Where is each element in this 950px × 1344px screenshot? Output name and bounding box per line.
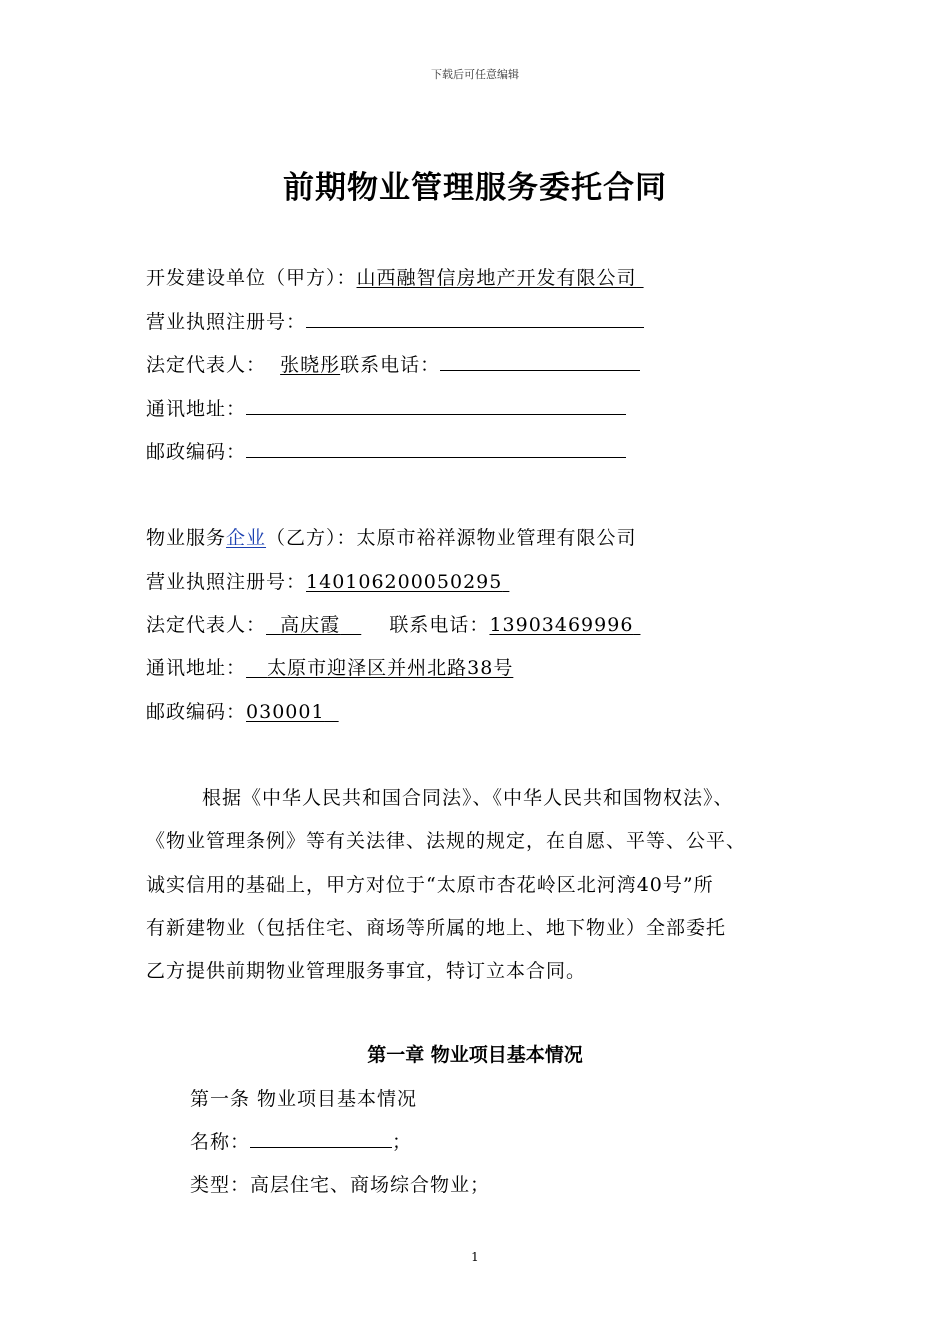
article-type-line [190,1170,490,1197]
name-label: 名称： [190,1131,251,1153]
preamble-line-2: 《物业管理条例》等有关法律、法规的规定，在自愿、平等、公平、 [146,830,747,852]
page-header: 下载后可任意编辑 [431,68,519,81]
party-b-rep-line [146,610,640,637]
party-a-phone-blank [440,350,640,371]
party-b-address-line [146,653,513,680]
type-value: 高层住宅、商场综合物业； [250,1174,491,1196]
party-a-postcode-line [146,437,626,464]
party-b-license-value: 140106200050295 [306,571,503,593]
party-a-unit-value: 山西融智信房地产开发有限公司 [356,267,637,289]
party-a-license-line [146,307,644,334]
party-a-postcode-label: 邮政编码： [146,441,247,463]
party-b-address-value: 太原市迎泽区并州北路38号 [267,657,514,679]
party-a-rep-value: 张晓彤 [280,354,341,376]
party-a-license-blank [306,307,644,328]
party-a-rep-line [146,350,640,377]
type-label: 类型： [190,1174,251,1196]
party-b-unit-label: 物业服务 [146,527,227,549]
preamble-line-1: 根据《中华人民共和国合同法》、《中华人民共和国物权法》、 [202,787,734,809]
preamble-line-3: 诚实信用的基础上，甲方对位于“太原市杏花岭区北河湾40号”所 [146,874,714,896]
page-number: 1 [471,1250,479,1264]
party-a-address-label: 通讯地址： [146,398,247,420]
party-a-unit-line [146,263,644,290]
preamble-line-4: 有新建物业（包括住宅、商场等所属的地上、地下物业）全部委托 [146,917,727,939]
party-a-address-blank [246,394,626,415]
party-a-phone-label: 联系电话： [340,354,441,376]
preamble-line-5: 乙方提供前期物业管理服务事宜，特订立本合同。 [146,960,587,982]
party-a-rep-label: 法定代表人： [146,354,267,376]
party-b-address-label: 通讯地址： [146,657,247,679]
party-b-postcode-line [146,697,339,724]
enterprise-link[interactable]: 企业 [226,527,267,549]
party-a-postcode-blank [246,437,626,458]
party-a-address-line [146,394,626,421]
party-a-unit-label: 开发建设单位（甲方）： [146,267,357,289]
party-b-unit-value: 太原市裕祥源物业管理有限公司 [356,527,637,549]
article-heading: 第一条 物业项目基本情况 [190,1088,418,1110]
chapter-title: 第一章 物业项目基本情况 [367,1044,583,1066]
party-b-phone-value: 13903469996 [489,614,634,636]
party-b-rep-value: 高庆霞 [280,614,341,636]
party-b-postcode-value: 030001 [246,701,325,723]
party-a-license-label: 营业执照注册号： [146,311,307,333]
party-b-unit-line: 物业服务企业（乙方）：太原市裕祥源物业管理有限公司 [146,527,637,549]
party-b-phone-label: 联系电话： [389,614,490,636]
name-blank [250,1127,392,1148]
document-title: 前期物业管理服务委托合同 [283,170,667,206]
article-name-line: 名称： ； [190,1127,412,1154]
party-b-license-line [146,567,509,594]
party-b-rep-label: 法定代表人： [146,614,267,636]
party-b-license-label: 营业执照注册号： [146,571,307,593]
party-b-postcode-label: 邮政编码： [146,701,247,723]
